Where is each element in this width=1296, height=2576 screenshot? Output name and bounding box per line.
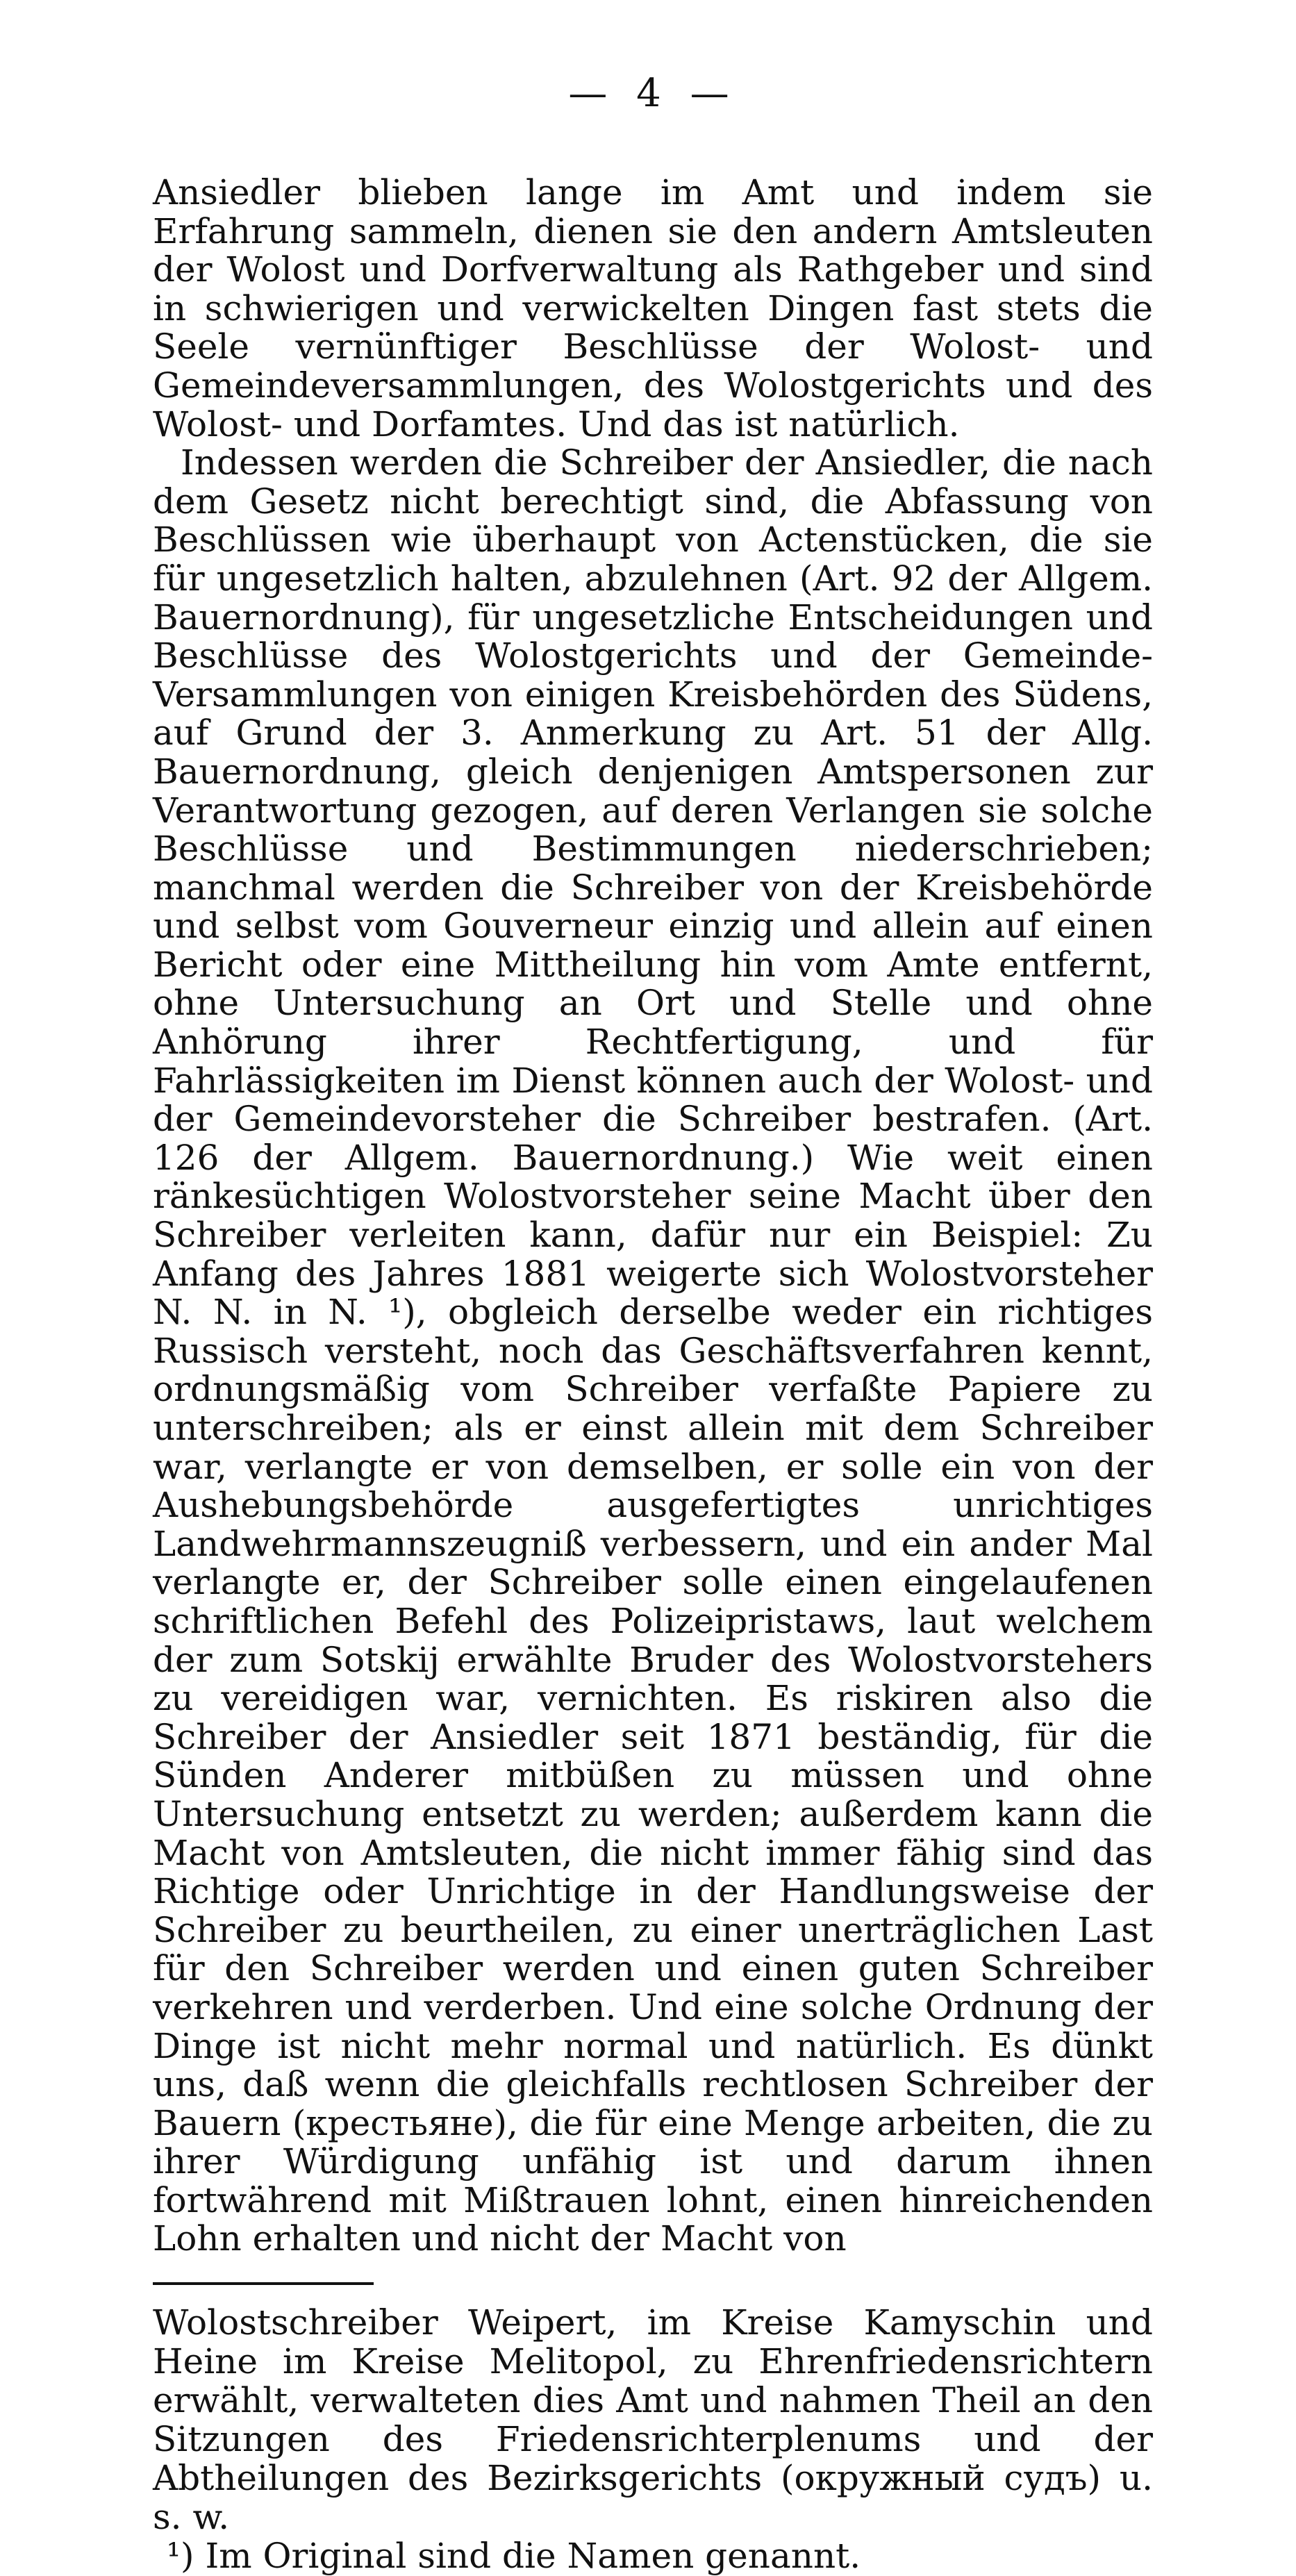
page	[153, 69, 1153, 2576]
body-text	[153, 174, 1153, 2259]
paragraph-1: Ansiedler blieben lange im Amt und indem sie Erfahrung sammeln, dienen sie den andern Amtsleuten der Wolost und Dorfverwaltung als Rathgeber und sind in schwierigen und verwickelten Dingen fast stets die Seele vernünftiger Beschlüsse der Wolost- und Gemeindeversammlungen, des Wolostgerichts und des Wolost- und Dorfamtes. Und das ist natürlich.	[153, 172, 1153, 444]
paragraph-2: Indessen werden die Schreiber der Ansiedler, die nach dem Gesetz nicht berechtigt sind, die Abfassung von Beschlüssen wie überhaupt von Actenstücken, die sie für ungesetzlich halten, abzulehnen (Art. 92 der Allgem. Bauernordnung), für ungesetzliche Entscheidungen und Beschlüsse des Wolostgerichts und der Gemeinde-Versammlungen von einigen Kreisbehörden des Südens, auf Grund der 3. Anmerkung zu Art. 51 der Allg. Bauernordnung, gleich denjenigen Amtspersonen zur Verantwortung gezogen, auf deren Verlangen sie solche Beschlüsse und Bestimmungen niederschrieben; manchmal werden die Schreiber von der Kreisbehörde und selbst vom Gouverneur einzig und allein auf einen Bericht oder eine Mittheilung hin vom Amte entfernt, ohne Untersuchung an Ort und Stelle und ohne Anhörung ihrer Rechtfertigung, und für Fahrlässigkeiten im Dienst können auch der Wolost- und der Gemeindevorsteher die Schreiber bestrafen. (Art. 126 der Allgem. Bauernordnung.) Wie weit einen ränkesüchtigen Wolostvorsteher seine Macht über den Schreiber verleiten kann, dafür nur ein Beispiel: Zu Anfang des Jahres 1881 weigerte sich Wolostvorsteher N. N. in N. ¹), obgleich derselbe weder ein richtiges Russisch versteht, noch das Geschäftsverfahren kennt, ordnungsmäßig vom Schreiber verfaßte Papiere zu unterschreiben; als er einst allein mit dem Schreiber war, verlangte er von demselben, er solle ein von der Aushebungsbehörde ausgefertigtes unrichtiges Landwehrmannszeugniß verbessern, und ein ander Mal verlangte er, der Schreiber solle einen eingelaufenen schriftlichen Befehl des Polizeipristaws, laut welchem der zum Sotskij erwählte Bruder des Wolostvorstehers zu vereidigen war, vernichten. Es riskiren also die Schreiber der Ansiedler seit 1871 beständig, für die Sünden Anderer mitbüßen zu müssen und ohne Untersuchung entsetzt zu werden; außerdem kann die Macht von Amtsleuten, die nicht immer fähig sind das Richtige oder Unrichtige in der Handlungsweise der Schreiber zu beurtheilen, zu einer unerträglichen Last für den Schreiber werden und einen guten Schreiber verkehren und verderben. Und eine solche Ordnung der Dinge ist nicht mehr normal und natürlich. Es dünkt uns, daß wenn die gleichfalls rechtlosen Schreiber der Bauern (крестьяне), die für eine Menge arbeiten, die zu ihrer Würdigung unfähig ist und darum ihnen fortwährend mit Mißtrauen lohnt, einen hinreichenden Lohn erhalten und nicht der Macht von	[153, 442, 1153, 2259]
footnote-continuation: Wolostschreiber Weipert, im Kreise Kamyschin und Heine im Kreise Melitopol, zu Ehrenfriedensrichtern erwählt, verwalteten dies Amt und nahmen Theil an den Sitzungen des Friedensrichterplenums und der Abtheilungen des Bezirksgerichts (окружный судъ) u. s. w.	[153, 2302, 1153, 2538]
page-number: — 4 —	[568, 71, 738, 116]
footnote-1: ¹) Im Original sind die Namen genannt.	[167, 2536, 861, 2576]
footnotes	[153, 2303, 1153, 2575]
footnote-divider	[153, 2282, 374, 2285]
